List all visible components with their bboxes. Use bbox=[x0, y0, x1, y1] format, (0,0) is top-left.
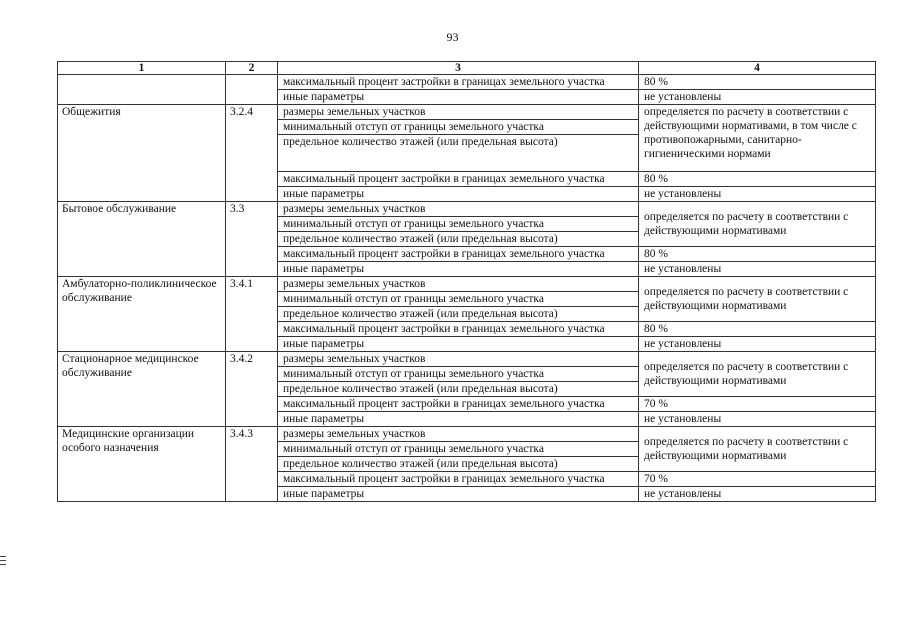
land-use-code: 3.3 bbox=[226, 202, 278, 277]
land-use-name bbox=[58, 75, 226, 105]
param-name: предельное количество этажей (или предельная высота) bbox=[278, 135, 639, 172]
param-name: иные параметры bbox=[278, 187, 639, 202]
margin-mark bbox=[0, 560, 6, 561]
land-use-code: 3.4.1 bbox=[226, 277, 278, 352]
param-value: 80 % bbox=[639, 75, 876, 90]
param-value: не установлены bbox=[639, 487, 876, 502]
page-number: 93 bbox=[446, 30, 459, 44]
param-name: предельное количество этажей (или предельная высота) bbox=[278, 382, 639, 397]
param-name: размеры земельных участков bbox=[278, 352, 639, 367]
column-header-1: 1 bbox=[58, 62, 226, 75]
table-row bbox=[58, 277, 876, 292]
param-name: предельное количество этажей (или предельная высота) bbox=[278, 232, 639, 247]
param-name: максимальный процент застройки в границах земельного участка bbox=[278, 75, 639, 90]
regulations-table bbox=[57, 61, 876, 502]
param-name: максимальный процент застройки в границах земельного участка bbox=[278, 172, 639, 187]
column-header-3: 3 bbox=[278, 62, 639, 75]
margin-marks bbox=[0, 556, 6, 568]
param-name: иные параметры bbox=[278, 262, 639, 277]
param-value: не установлены bbox=[639, 90, 876, 105]
param-name: предельное количество этажей (или предельная высота) bbox=[278, 457, 639, 472]
land-use-name: Амбулаторно-поликлиническое обслуживание bbox=[58, 277, 226, 352]
param-name: иные параметры bbox=[278, 337, 639, 352]
param-name: иные параметры bbox=[278, 487, 639, 502]
param-value: не установлены bbox=[639, 337, 876, 352]
land-use-code: 3.2.4 bbox=[226, 105, 278, 202]
param-value: 80 % bbox=[639, 247, 876, 262]
table-row bbox=[58, 75, 876, 90]
grouped-value: определяется по расчету в соответствии с действующими нормативами bbox=[639, 352, 876, 397]
land-use-code bbox=[226, 75, 278, 105]
param-value: не установлены bbox=[639, 262, 876, 277]
param-name: размеры земельных участков bbox=[278, 105, 639, 120]
param-name: максимальный процент застройки в границах земельного участка bbox=[278, 322, 639, 337]
param-name: минимальный отступ от границы земельного участка bbox=[278, 292, 639, 307]
margin-mark bbox=[0, 556, 6, 557]
table-row bbox=[58, 427, 876, 442]
column-header-2: 2 bbox=[226, 62, 278, 75]
table-row bbox=[58, 202, 876, 217]
grouped-value: определяется по расчету в соответствии с действующими нормативами, в том числе с противопожарными, санитарно-гигиеническими нормами bbox=[639, 105, 876, 172]
land-use-name: Общежития bbox=[58, 105, 226, 202]
param-value: 80 % bbox=[639, 172, 876, 187]
land-use-name: Стационарное медицинское обслуживание bbox=[58, 352, 226, 427]
param-value: не установлены bbox=[639, 187, 876, 202]
param-value: не установлены bbox=[639, 412, 876, 427]
param-name: минимальный отступ от границы земельного участка bbox=[278, 120, 639, 135]
grouped-value: определяется по расчету в соответствии с действующими нормативами bbox=[639, 202, 876, 247]
param-name: максимальный процент застройки в границах земельного участка bbox=[278, 397, 639, 412]
param-name: максимальный процент застройки в границах земельного участка bbox=[278, 472, 639, 487]
param-value: 70 % bbox=[639, 472, 876, 487]
table-row bbox=[58, 105, 876, 120]
param-name: иные параметры bbox=[278, 90, 639, 105]
param-value: 70 % bbox=[639, 397, 876, 412]
param-name: предельное количество этажей (или предельная высота) bbox=[278, 307, 639, 322]
param-name: минимальный отступ от границы земельного участка bbox=[278, 217, 639, 232]
param-name: размеры земельных участков bbox=[278, 277, 639, 292]
grouped-value: определяется по расчету в соответствии с действующими нормативами bbox=[639, 277, 876, 322]
param-name: размеры земельных участков bbox=[278, 202, 639, 217]
param-name: размеры земельных участков bbox=[278, 427, 639, 442]
grouped-value: определяется по расчету в соответствии с действующими нормативами bbox=[639, 427, 876, 472]
land-use-name: Медицинские организации особого назначения bbox=[58, 427, 226, 502]
param-name: иные параметры bbox=[278, 412, 639, 427]
header-row bbox=[58, 62, 876, 75]
table-row bbox=[58, 352, 876, 367]
land-use-code: 3.4.3 bbox=[226, 427, 278, 502]
margin-mark bbox=[0, 564, 6, 565]
land-use-name: Бытовое обслуживание bbox=[58, 202, 226, 277]
param-name: минимальный отступ от границы земельного участка bbox=[278, 367, 639, 382]
param-name: максимальный процент застройки в границах земельного участка bbox=[278, 247, 639, 262]
param-name: минимальный отступ от границы земельного участка bbox=[278, 442, 639, 457]
land-use-code: 3.4.2 bbox=[226, 352, 278, 427]
param-value: 80 % bbox=[639, 322, 876, 337]
column-header-4: 4 bbox=[639, 62, 876, 75]
